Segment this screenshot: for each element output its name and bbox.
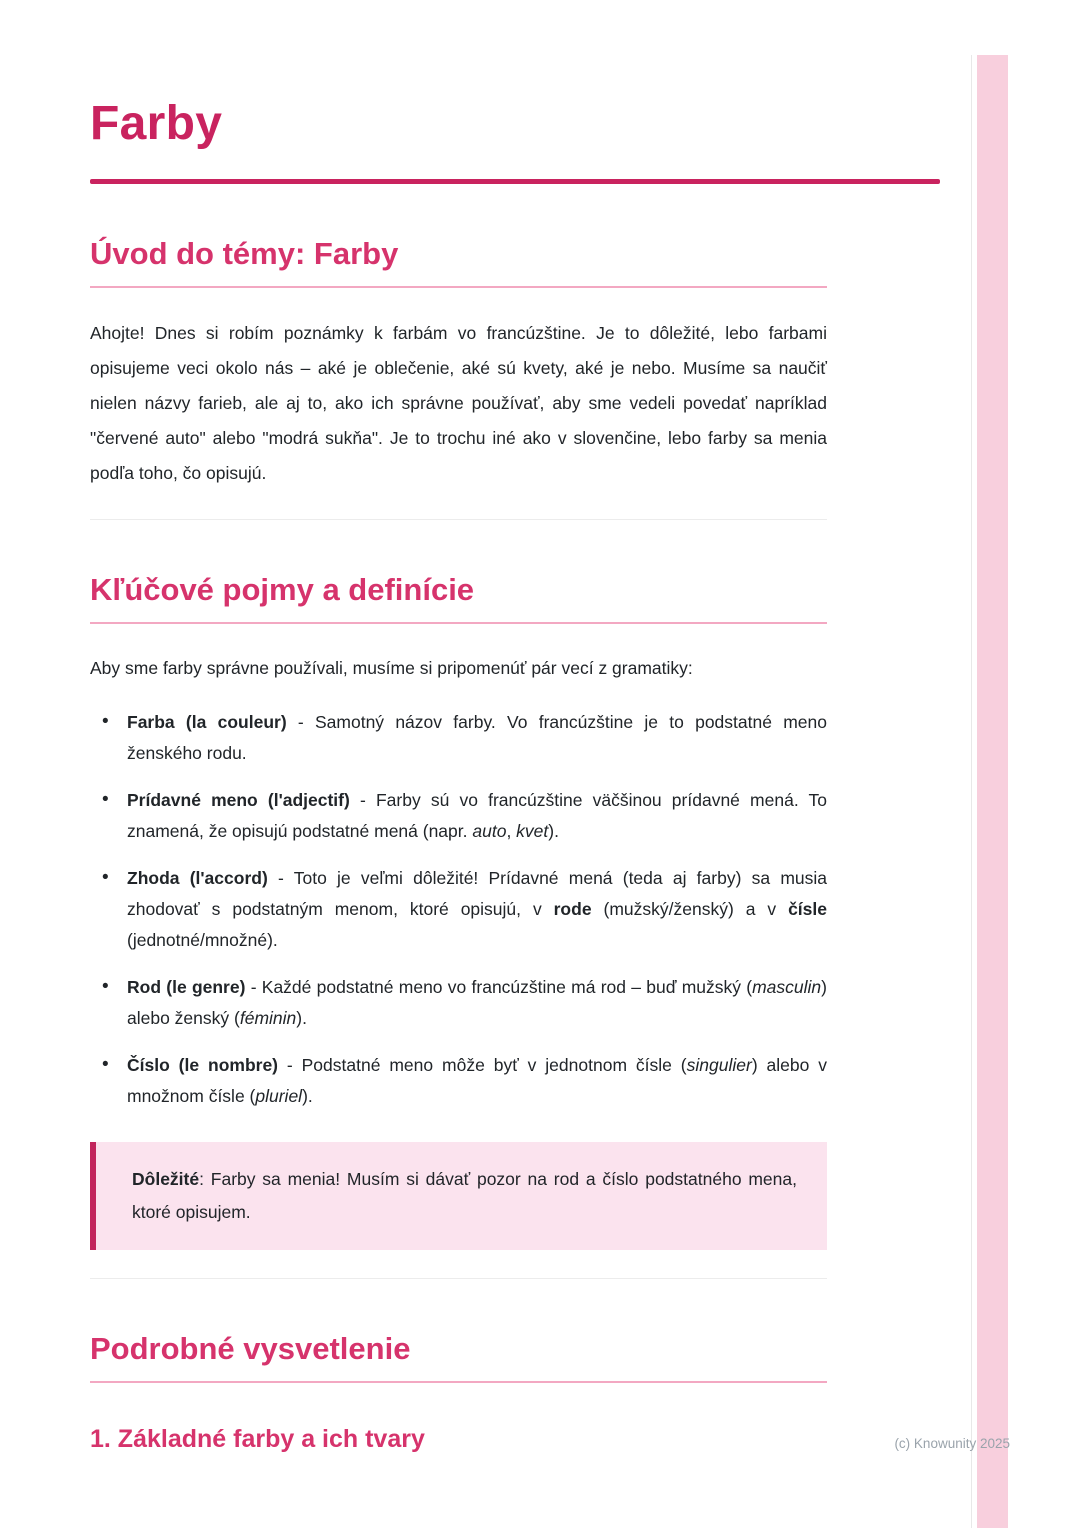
page-title: Farby xyxy=(90,97,223,150)
text-run: (jednotné/množné). xyxy=(127,930,278,950)
concepts-lead-paragraph: Aby sme farby správne používali, musíme si pripomenúť pár vecí z gramatiky: xyxy=(90,658,693,678)
concepts-list xyxy=(90,707,827,1112)
knowunity-footer: (c) Knowunity 2025 xyxy=(894,1436,1010,1451)
text-run: singulier xyxy=(686,1055,752,1075)
text-run: Zhoda (l'accord) xyxy=(127,868,268,888)
important-callout xyxy=(90,1142,827,1250)
text-run: Číslo (le nombre) xyxy=(127,1055,279,1075)
text-run: féminin xyxy=(239,1008,297,1028)
list-item xyxy=(90,1050,827,1112)
list-item xyxy=(90,785,827,847)
text-run: Prídavné meno (l'adjectif) xyxy=(127,790,350,810)
section-heading-detail: Podrobné vysvetlenie xyxy=(90,1331,411,1366)
text-run: Dôležité xyxy=(132,1169,200,1189)
page-edge-line xyxy=(971,55,972,1528)
section-intro xyxy=(90,236,940,491)
text-run: ). xyxy=(548,821,559,841)
text-run: ). xyxy=(296,1008,307,1028)
text-run: pluriel xyxy=(255,1086,303,1106)
text-run: auto xyxy=(472,821,507,841)
section-rule xyxy=(90,622,827,624)
text-run: čísle xyxy=(788,899,827,919)
section-concepts xyxy=(90,572,940,1250)
section-divider xyxy=(90,1278,827,1279)
text-run: kvet xyxy=(516,821,549,841)
list-item xyxy=(90,707,827,769)
text-run: - Samotný názov farby. Vo francúzštine je to podstatné meno ženského rodu. xyxy=(127,712,827,763)
bookmark-stripe xyxy=(977,55,1008,1528)
text-run: - Farby sú vo francúzštine väčšinou prídavné mená. To znamená, že opisujú podstatné mená (napr. xyxy=(127,790,828,841)
section-divider xyxy=(90,519,827,520)
text-run: rode xyxy=(553,899,592,919)
section-rule xyxy=(90,1381,827,1383)
document-content xyxy=(90,0,940,1454)
text-run: - Toto je veľmi dôležité! Prídavné mená (teda aj farby) sa musia zhodovať s podstatným menom, ktoré opisujú, v xyxy=(127,868,828,919)
text-run: - Podstatné meno môže byť v jednotnom čísle ( xyxy=(278,1055,687,1075)
text-run: ) alebo v množnom čísle ( xyxy=(127,1055,828,1106)
text-run: ). xyxy=(302,1086,313,1106)
title-rule xyxy=(90,179,940,184)
section-heading-concepts: Kľúčové pojmy a definície xyxy=(90,572,475,607)
text-run: , xyxy=(506,821,517,841)
text-run: ) alebo ženský ( xyxy=(127,977,827,1028)
section-rule xyxy=(90,286,827,288)
callout-text xyxy=(132,1163,797,1229)
text-run: : Farby sa menia! Musím si dávať pozor na rod a číslo podstatného mena, ktoré opisujem. xyxy=(132,1169,797,1222)
text-run: Farba (la couleur) xyxy=(127,712,287,732)
intro-paragraph: Ahojte! Dnes si robím poznámky k farbám vo francúzštine. Je to dôležité, lebo farbami opisujeme veci okolo nás – aké je oblečenie, aké sú kvety, aké je nebo. Musíme sa naučiť nielen názvy farieb, ale aj to, ako ich správne používať, aby sme vedeli povedať napríklad "červené auto" alebo "modrá sukňa". Je to trochu iné ako v slovenčine, lebo farby sa menia podľa toho, čo opisujú. xyxy=(90,323,827,483)
text-run: masculin xyxy=(752,977,822,997)
text-run: Rod (le genre) xyxy=(127,977,246,997)
text-run: - Každé podstatné meno vo francúzštine má rod – buď mužský ( xyxy=(245,977,753,997)
section-detail xyxy=(90,1331,940,1454)
section-heading-intro: Úvod do témy: Farby xyxy=(90,236,399,271)
list-item xyxy=(90,972,827,1034)
list-item xyxy=(90,863,827,956)
text-run: (mužský/ženský) a v xyxy=(591,899,789,919)
subsection-heading-basic-colors: 1. Základné farby a ich tvary xyxy=(90,1425,425,1453)
